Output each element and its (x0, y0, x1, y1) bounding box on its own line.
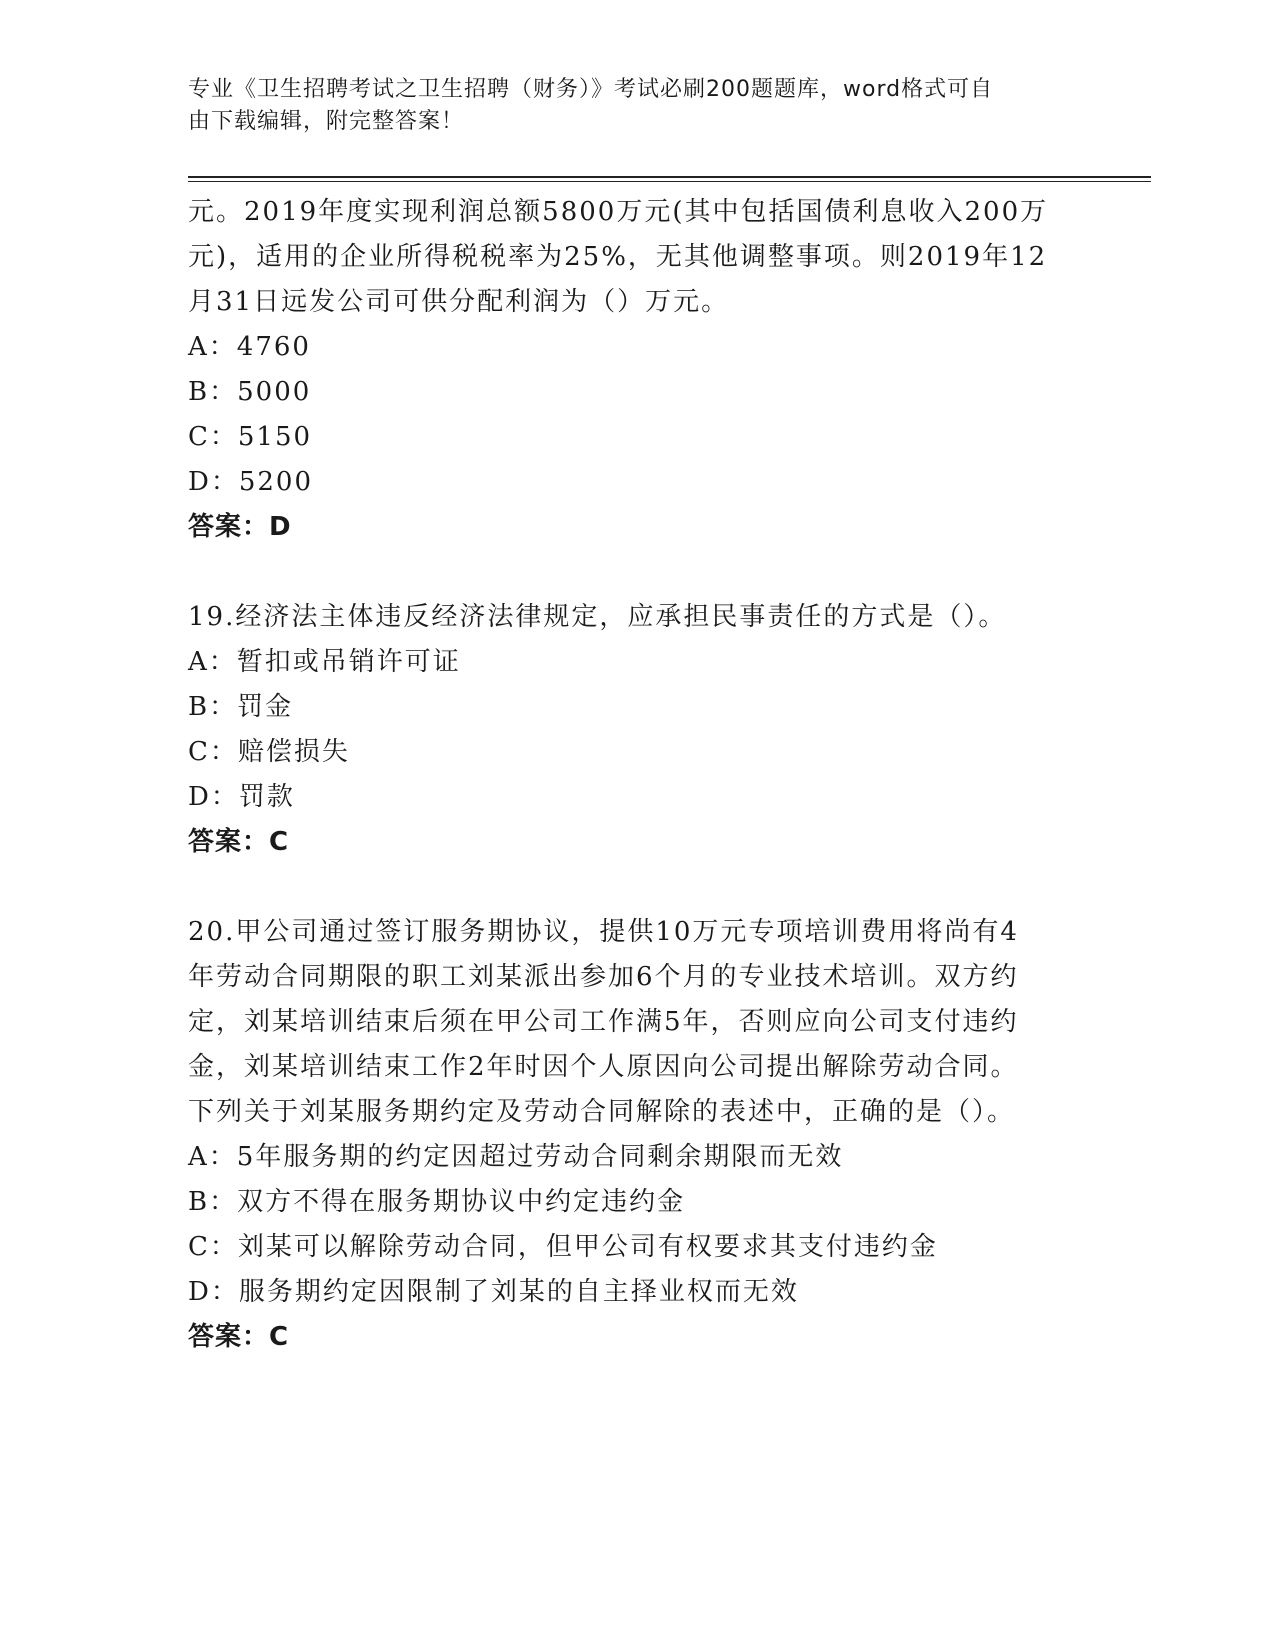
question-20-option-b: B：双方不得在服务期协议中约定违约金 (188, 1187, 686, 1217)
question-18-option-a: A：4760 (188, 332, 311, 362)
question-spacer (188, 550, 1088, 595)
question-19-option-d: D：罚款 (188, 782, 295, 812)
question-20-text-line-3: 定，刘某培训结束后须在甲公司工作满5年，否则应向公司支付违约 (188, 1007, 1019, 1037)
question-18-option-b: B：5000 (188, 377, 312, 407)
question-18 (188, 190, 1088, 550)
header-divider-thick (188, 176, 1151, 178)
question-18-text-line-1: 元。2019年度实现利润总额5800万元(其中包括国债利息收入200万 (188, 197, 1049, 227)
question-20-text-line-1: 20.甲公司通过签订服务期协议，提供10万元专项培训费用将尚有4 (188, 917, 1019, 947)
header-title-line-2: 由下载编辑，附完整答案！ (188, 109, 465, 134)
question-list (188, 190, 1088, 1360)
question-20-text-line-4: 金，刘某培训结束工作2年时因个人原因向公司提出解除劳动合同。 (188, 1052, 1019, 1082)
question-19-option-b: B：罚金 (188, 692, 294, 722)
question-20-text-line-5: 下列关于刘某服务期约定及劳动合同解除的表述中，正确的是（）。 (188, 1097, 1016, 1127)
question-19-option-a: A：暂扣或吊销许可证 (188, 647, 461, 677)
question-19-option-c: C：赔偿损失 (188, 737, 350, 767)
header-divider-thin (188, 181, 1151, 182)
question-19-answer: 答案：C (188, 827, 290, 857)
question-18-answer: 答案：D (188, 512, 292, 542)
question-20 (188, 910, 1088, 1360)
question-20-text-line-2: 年劳动合同期限的职工刘某派出参加6个月的专业技术培训。双方约 (188, 962, 1019, 992)
question-20-option-d: D：服务期约定因限制了刘某的自主择业权而无效 (188, 1277, 799, 1307)
header-title-line-1: 专业《卫生招聘考试之卫生招聘（财务）》考试必刷200题题库，word格式可自 (188, 77, 994, 102)
document-header (188, 74, 1088, 138)
question-20-option-a: A：5年服务期的约定因超过劳动合同剩余期限而无效 (188, 1142, 844, 1172)
question-20-answer: 答案：C (188, 1322, 290, 1352)
question-18-text-line-2: 元)，适用的企业所得税税率为25%，无其他调整事项。则2019年12 (188, 242, 1048, 272)
question-20-option-c: C：刘某可以解除劳动合同，但甲公司有权要求其支付违约金 (188, 1232, 938, 1262)
question-18-option-d: D：5200 (188, 467, 314, 497)
question-18-option-c: C：5150 (188, 422, 313, 452)
question-19 (188, 595, 1088, 865)
question-19-text-line-1: 19.经济法主体违反经济法律规定，应承担民事责任的方式是（）。 (188, 602, 1007, 632)
question-spacer (188, 865, 1088, 910)
question-18-text-line-3: 月31日远发公司可供分配利润为（）万元。 (188, 287, 730, 317)
